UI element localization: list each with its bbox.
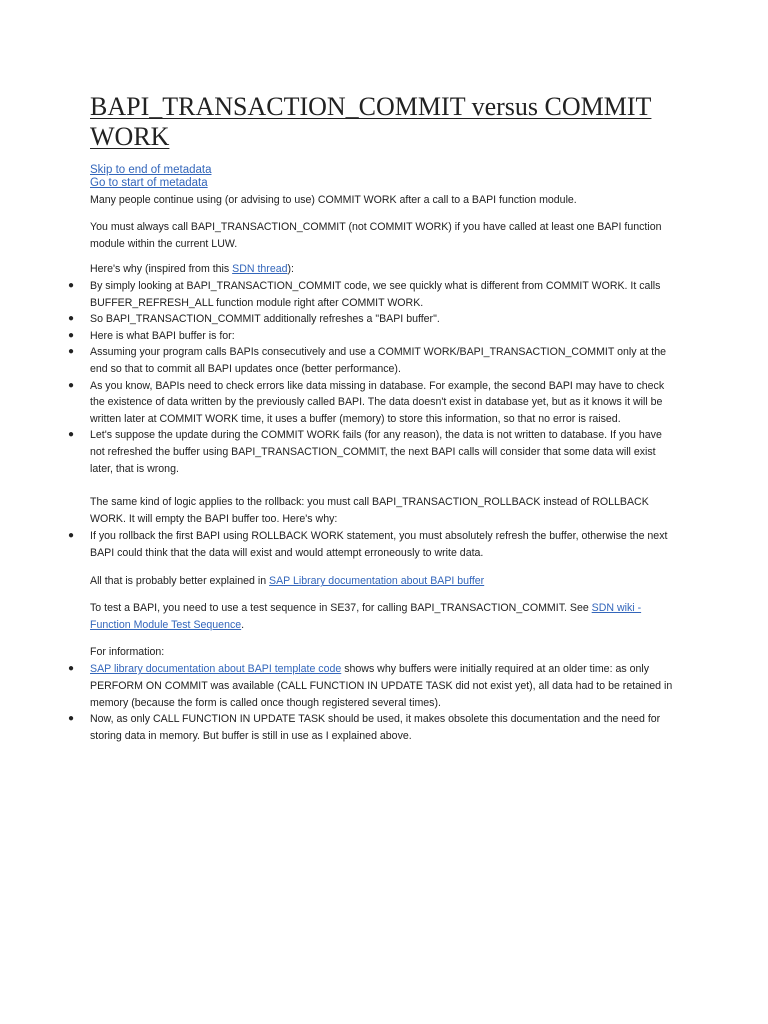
explanation-list xyxy=(68,278,678,477)
test-paragraph xyxy=(90,600,678,634)
bapi-buffer-doc-link[interactable]: SAP Library documentation about BAPI buffer xyxy=(269,575,485,588)
list-item xyxy=(68,528,674,561)
for-information-label: For information: xyxy=(90,646,165,659)
list-item-text: By simply looking at BAPI_TRANSACTION_COMMIT code, we see quickly what is different from COMMIT WORK. It calls BUFFER_REFRESH_ALL function module right after COMMIT WORK. xyxy=(90,280,661,309)
bullet-icon: ● xyxy=(68,713,75,725)
list-item-text: shows why buffers were initially required at an older time: as only PERFORM ON COMMIT was available (CALL FUNCTION IN UPDATE TASK did not exist yet), all data had to be retained in memory (because the form is called once though registered several times). xyxy=(90,663,673,709)
list-item-text: Assuming your program calls BAPIs consecutively and use a COMMIT WORK/BAPI_TRANSACTION_COMMIT only at the end so that to commit all BAPI updates once (better performance). xyxy=(90,346,666,375)
why-text-end: ): xyxy=(287,263,294,275)
intro-paragraph: Many people continue using (or advising to use) COMMIT WORK after a call to a BAPI function module. xyxy=(90,194,577,206)
sdn-thread-link[interactable]: SDN thread xyxy=(232,263,288,275)
list-item-text: Now, as only CALL FUNCTION IN UPDATE TASK should be used, it makes obsolete this documentation and the need for storing data in memory. But buffer is still in use as I explained above. xyxy=(90,713,661,742)
list-item xyxy=(68,311,674,328)
bullet-icon: ● xyxy=(68,346,75,358)
rule-paragraph: You must always call BAPI_TRANSACTION_COMMIT (not COMMIT WORK) if you have called at least one BAPI function module within the current LUW. xyxy=(90,221,662,250)
bullet-icon: ● xyxy=(68,530,75,542)
list-item xyxy=(68,378,674,428)
library-text: All that is probably better explained in xyxy=(90,575,270,588)
list-item xyxy=(68,328,674,345)
why-text: Here's why (inspired from this xyxy=(90,263,233,275)
list-item-text: Here is what BAPI buffer is for: xyxy=(90,329,235,342)
information-list xyxy=(68,661,678,744)
list-item-text: If you rollback the first BAPI using ROLLBACK WORK statement, you must absolutely refresh the buffer, otherwise the next BAPI could think that the data will exist and would attempt erroneously to write data. xyxy=(90,530,668,559)
bullet-icon: ● xyxy=(68,329,75,341)
bullet-icon: ● xyxy=(68,280,75,291)
why-paragraph xyxy=(90,261,678,278)
list-item-text: Let's suppose the update during the COMMIT WORK fails (for any reason), the data is not written to database. If you have not refreshed the buffer using BAPI_TRANSACTION_COMMIT, the next BAPI calls will consider that some data will exist later, that is wrong. xyxy=(90,429,662,475)
bapi-template-doc-link[interactable]: SAP library documentation about BAPI template code xyxy=(90,663,342,676)
list-item xyxy=(68,278,674,311)
metadata-links xyxy=(90,164,678,190)
list-item-text: So BAPI_TRANSACTION_COMMIT additionally refreshes a "BAPI buffer". xyxy=(90,313,440,326)
test-text: To test a BAPI, you need to use a test sequence in SE37, for calling BAPI_TRANSACTION_COMMIT. See xyxy=(90,602,592,615)
library-paragraph xyxy=(90,573,678,590)
rollback-paragraph: The same kind of logic applies to the rollback: you must call BAPI_TRANSACTION_ROLLBACK instead of ROLLBACK WORK. It will empty the BAPI buffer too. Here's why: xyxy=(90,496,649,526)
go-to-start-link[interactable]: Go to start of metadata xyxy=(90,177,208,189)
rollback-list xyxy=(68,528,678,561)
list-item xyxy=(68,344,674,377)
sdn-wiki-link[interactable]: SDN wiki - Function Module Test Sequence xyxy=(90,602,642,632)
skip-to-end-link[interactable]: Skip to end of metadata xyxy=(90,164,212,176)
page-title: BAPI_TRANSACTION_COMMIT versus COMMIT WORK xyxy=(90,92,652,151)
list-item-text: As you know, BAPIs need to check errors like data missing in database. For example, the second BAPI may have to check the existence of data written by the previously called BAPI. The data doesn't exist in database yet, but as it knows it will be written later at COMMIT WORK time, it uses a buffer (memory) to store this information, so that no error is raised. xyxy=(90,379,665,425)
bullet-icon: ● xyxy=(68,663,75,675)
bullet-icon: ● xyxy=(68,429,75,441)
document-page xyxy=(68,92,678,744)
list-item xyxy=(68,427,674,477)
list-item xyxy=(68,711,674,744)
bullet-icon: ● xyxy=(68,379,75,391)
bullet-icon: ● xyxy=(68,313,75,325)
test-text-end: . xyxy=(241,619,245,632)
list-item xyxy=(68,661,674,711)
